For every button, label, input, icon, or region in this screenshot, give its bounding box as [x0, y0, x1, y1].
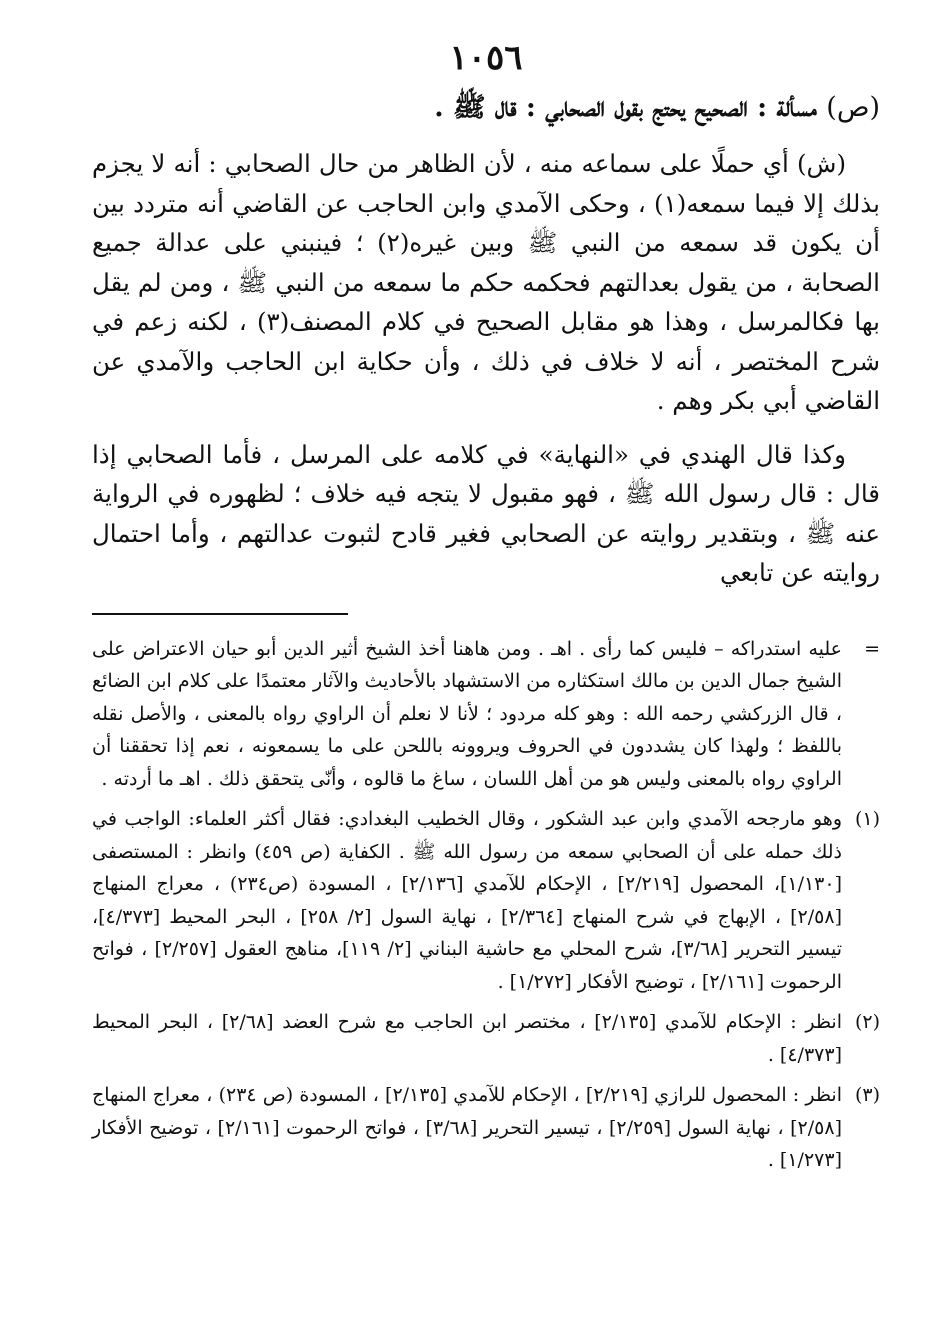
- footnote-mark: =: [864, 637, 880, 660]
- body-paragraph-hindi: وكذا قال الهندي في «النهاية» في كلامه على المرسل ، فأما الصحابي إذا قال : قال رسول الله ﷺ ، فهو مقبول لا يتجه فيه خلاف ؛ لظهوره في الرواية عنه ﷺ ، وبتقدير روايته عن الصحابي فغير قادح لثبوت عدالتهم ، وأما احتمال روايته عن تابعي: [92, 439, 880, 587]
- footnote-text: انظر : المحصول للرازي [٢/٢١٩] ، الإحكام للآمدي [٢/١٣٥] ، المسودة (ص ٢٣٤) ، معراج المنهاج [٢/٥٨] ، نهاية السول [٢/٢٥٩] ، تيسير التحرير [٣/٦٨] ، فواتح الرحموت [٢/١٦١] ، توضيح الأفكار [١/٢٧٣] .: [92, 1084, 842, 1171]
- footnotes: [92, 633, 880, 1177]
- footnote-1: [92, 803, 880, 998]
- footnote-mark: (٢): [854, 1011, 880, 1033]
- footnote-mark: (٣): [854, 1084, 880, 1106]
- footnote-3: [92, 1079, 880, 1177]
- heading-text: مسألة : الصحيح يحتج بقول الصحابي : قال ﷺ .: [434, 92, 817, 123]
- page-number: ١٠٥٦: [449, 38, 523, 78]
- footnote-text: عليه استدراكه – فليس كما رأى . اهـ . ومن هاهنا أخذ الشيخ أثير الدين أبو حيان الاعتراض على الشيخ جمال الدين بن مالك استكثاره من الاستشهاد بالأحاديث والآثار معتمدًا على كلام ابن الضائع ، قال الزركشي رحمه الله : وهو كله مردود ؛ لأنا لا نعلم أن الراوي رواه بالمعنى ، والأصل نقله باللفظ ؛ ولهذا كان يشددون في الحروف ويروونه باللحن على ما يسمعونه ، نعم إذا تحققنا أن الراوي رواه بالمعنى وليس هو من أهل اللسان ، ساغ ما قالوه ، وأنّى يتحقق ذلك . اهـ ما أردته .: [92, 637, 842, 790]
- footnote-text: انظر : الإحكام للآمدي [٢/١٣٥] ، مختصر ابن الحاجب مع شرح العضد [٢/٦٨] ، البحر المحيط [٤/٣٧٣] .: [92, 1011, 842, 1066]
- heading-tag: (ص): [826, 92, 880, 123]
- footnote-divider: [92, 613, 348, 615]
- footnote-mark: (١): [854, 808, 880, 830]
- footnote-2: [92, 1006, 880, 1071]
- footnote-text: وهو مارجحه الآمدي وابن عبد الشكور ، وقال الخطيب البغدادي: فقال أكثر العلماء: الواجب في ذلك حمله على أن الصحابي سمعه من رسول الله ﷺ . الكفاية (ص ٤٥٩) وانظر : المستصفى [١/١٣٠]، المحصول [٢/٢١٩] ، الإحكام للآمدي [٢/١٣٦] ، المسودة (ص٢٣٤) ، معراج المنهاج [٢/٥٨] ، الإبهاج في شرح المنهاج [٢/٣٦٤] ، نهاية السول [٢/ ٢٥٨] ، البحر المحيط [٤/٣٧٣]، تيسير التحرير [٣/٦٨]، شرح المحلي مع حاشية البناني [٢/ ١١٩]، مناهج العقول [٢/٢٥٧] ، فواتح الرحموت [٢/١٦١] ، توضيح الأفكار [١/٢٧٢] .: [92, 808, 843, 993]
- body-paragraph-commentary: (ش) أي حملًا على سماعه منه ، لأن الظاهر من حال الصحابي : أنه لا يجزم بذلك إلا فيما سمعه(١) ، وحكى الآمدي وابن الحاجب عن القاضي أنه متردد بين أن يكون قد سمعه من النبي ﷺ وبين غيره(٢) ؛ فينبني على عدالة جميع الصحابة ، من يقول بعدالتهم فحكمه حكم ما سمعه من النبي ﷺ ، ومن لم يقل بها فكالمرسل ، وهذا هو مقابل الصحيح في كلام المصنف(٣) ، لكنه زعم في شرح المختصر ، أنه لا خلاف في ذلك ، وأن حكاية ابن الحاجب والآمدي عن القاضي أبي بكر وهم .: [92, 149, 880, 415]
- issue-heading: [92, 86, 880, 130]
- footnote-continued: [92, 633, 880, 796]
